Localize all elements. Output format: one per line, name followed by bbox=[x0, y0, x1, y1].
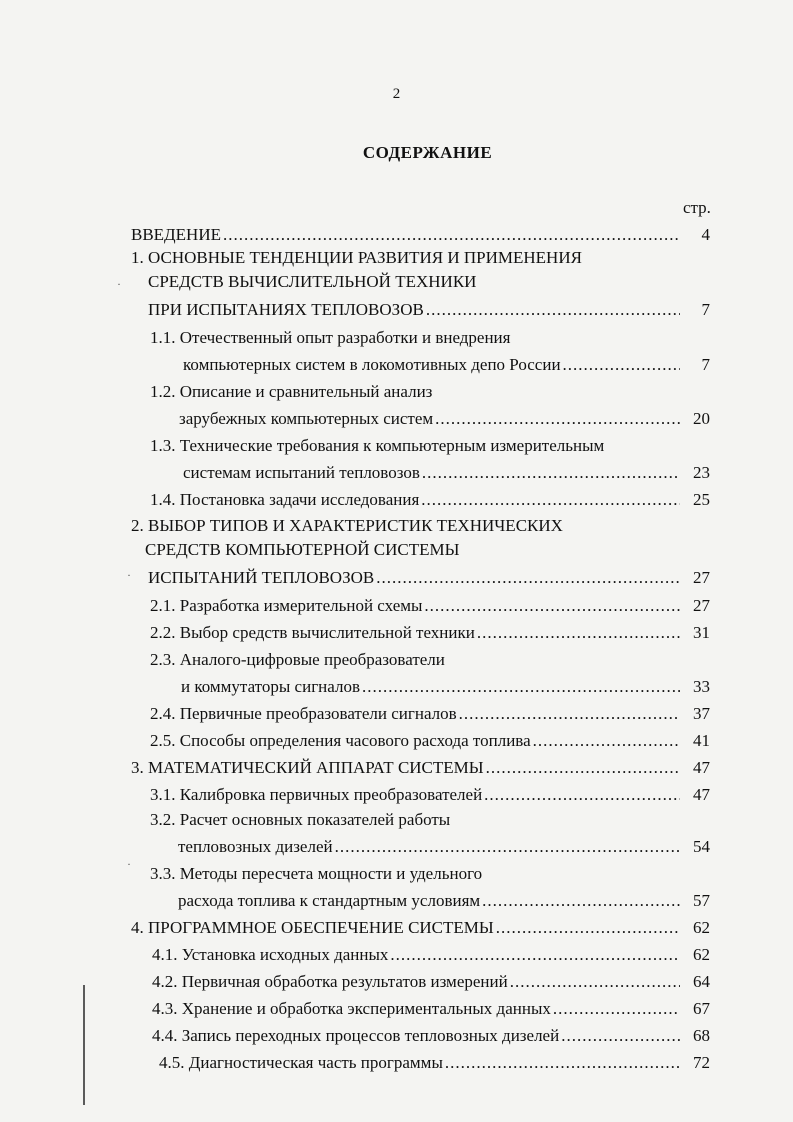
toc-entry bbox=[150, 379, 432, 405]
toc-entry bbox=[148, 269, 476, 295]
dot-leader bbox=[362, 674, 680, 700]
toc-entry bbox=[178, 888, 710, 914]
toc-entry-page: 54 bbox=[693, 837, 710, 856]
toc-entry-text: зарубежных компьютерных систем bbox=[179, 409, 434, 428]
toc-entry bbox=[150, 701, 710, 727]
page-number: 2 bbox=[392, 86, 401, 102]
toc-entry-page: 25 bbox=[693, 490, 710, 509]
dot-leader bbox=[486, 755, 680, 781]
dot-leader bbox=[376, 565, 680, 591]
toc-entry-text: 1. ОСНОВНЫЕ ТЕНДЕНЦИИ РАЗВИТИЯ И ПРИМЕНЕНИЯ bbox=[131, 248, 582, 267]
toc-entry-page: 41 bbox=[693, 731, 710, 750]
dot-leader bbox=[496, 915, 680, 941]
toc-entry-page: 23 bbox=[693, 463, 710, 482]
toc-entry-text: 2.2. Выбор средств вычислительной техники bbox=[150, 623, 475, 642]
toc-entry-page: 72 bbox=[693, 1053, 710, 1072]
toc-entry-page: 47 bbox=[693, 758, 710, 777]
dot-leader bbox=[426, 297, 680, 323]
toc-entry bbox=[152, 1023, 710, 1049]
toc-entry-text: 1.2. Описание и сравнительный анализ bbox=[150, 382, 433, 401]
toc-entry bbox=[150, 325, 510, 351]
toc-entry-text: системам испытаний тепловозов bbox=[183, 463, 420, 482]
toc-entry bbox=[145, 537, 459, 563]
toc-entry-text: 2.1. Разработка измерительной схемы bbox=[150, 596, 423, 615]
toc-entry-page: 47 bbox=[693, 785, 710, 804]
toc-entry-text: ИСПЫТАНИЙ ТЕПЛОВОЗОВ bbox=[148, 568, 375, 587]
page-column-label: стр. bbox=[683, 198, 711, 217]
toc-entry bbox=[150, 782, 710, 808]
dot-leader bbox=[390, 942, 680, 968]
toc-entry-text: ПРИ ИСПЫТАНИЯХ ТЕПЛОВОЗОВ bbox=[148, 300, 424, 319]
toc-entry-text: 1.4. Постановка задачи исследования bbox=[150, 490, 420, 509]
toc-entry-text: и коммутаторы сигналов bbox=[181, 677, 360, 696]
dot-leader bbox=[421, 487, 680, 513]
toc-entry-page: 4 bbox=[701, 225, 710, 244]
toc-entry bbox=[150, 620, 710, 646]
toc-entry-text: СРЕДСТВ КОМПЬЮТЕРНОЙ СИСТЕМЫ bbox=[145, 540, 460, 559]
dot-leader bbox=[533, 728, 680, 754]
toc-entry-page: 27 bbox=[693, 568, 710, 587]
dot-leader bbox=[561, 1023, 680, 1049]
toc-entry-page: 33 bbox=[693, 677, 710, 696]
toc-entry bbox=[150, 647, 445, 673]
dot-leader bbox=[445, 1050, 680, 1076]
toc-entry-page: 27 bbox=[693, 596, 710, 615]
toc-entry bbox=[131, 513, 563, 539]
toc-entry-page: 37 bbox=[693, 704, 710, 723]
toc-entry-page: 62 bbox=[693, 945, 710, 964]
toc-entry-text: 4.4. Запись переходных процессов тепловозных дизелей bbox=[152, 1026, 560, 1045]
toc-entry bbox=[159, 1050, 710, 1076]
toc-entry-page: 7 bbox=[701, 300, 710, 319]
scan-speck: · bbox=[127, 857, 131, 871]
toc-entry bbox=[179, 406, 710, 432]
toc-entry-text: 4.5. Диагностическая часть программы bbox=[159, 1053, 443, 1072]
toc-entry-text: 3.1. Калибровка первичных преобразователей bbox=[150, 785, 483, 804]
toc-entry-text: 3.3. Методы пересчета мощности и удельного bbox=[150, 864, 483, 883]
toc-entry-page: 20 bbox=[693, 409, 710, 428]
scan-speck: · bbox=[117, 277, 121, 291]
toc-entry-text: компьютерных систем в локомотивных депо России bbox=[183, 355, 561, 374]
toc-entry bbox=[150, 728, 710, 754]
dot-leader bbox=[477, 620, 680, 646]
toc-entry bbox=[150, 487, 710, 513]
scan-speck: · bbox=[127, 568, 131, 582]
toc-entry-text: 3.2. Расчет основных показателей работы bbox=[150, 810, 451, 829]
toc-entry-page: 7 bbox=[701, 355, 710, 374]
toc-entry bbox=[152, 942, 710, 968]
dot-leader bbox=[424, 593, 680, 619]
toc-entry bbox=[181, 674, 710, 700]
toc-entry bbox=[183, 352, 710, 378]
margin-mark bbox=[83, 985, 85, 1105]
toc-entry bbox=[152, 996, 710, 1022]
toc-entry bbox=[148, 297, 710, 323]
toc-entry-text: расхода топлива к стандартным условиям bbox=[178, 891, 481, 910]
toc-entry-text: тепловозных дизелей bbox=[178, 837, 333, 856]
toc-entry-text: ВВЕДЕНИЕ bbox=[131, 225, 221, 244]
toc-entry-text: 4. ПРОГРАММНОЕ ОБЕСПЕЧЕНИЕ СИСТЕМЫ bbox=[131, 918, 494, 937]
dot-leader bbox=[484, 782, 680, 808]
toc-entry-text: 4.1. Установка исходных данных bbox=[152, 945, 389, 964]
toc-entry-text: 2. ВЫБОР ТИПОВ И ХАРАКТЕРИСТИК ТЕХНИЧЕСКИХ bbox=[131, 516, 563, 535]
toc-entry-page: 31 bbox=[693, 623, 710, 642]
dot-leader bbox=[553, 996, 680, 1022]
toc-entry-page: 57 bbox=[693, 891, 710, 910]
toc-entry-text: 4.3. Хранение и обработка экспериментальных данных bbox=[152, 999, 551, 1018]
toc-entry-text: 3. МАТЕМАТИЧЕСКИЙ АППАРАТ СИСТЕМЫ bbox=[131, 758, 484, 777]
toc-entry bbox=[152, 969, 710, 995]
toc-entry bbox=[131, 245, 582, 271]
toc-entry bbox=[178, 834, 710, 860]
toc-entry bbox=[150, 807, 450, 833]
toc-entry bbox=[183, 460, 710, 486]
toc-entry bbox=[131, 915, 710, 941]
toc-entry-text: СРЕДСТВ ВЫЧИСЛИТЕЛЬНОЙ ТЕХНИКИ bbox=[148, 272, 477, 291]
toc-entry-page: 67 bbox=[693, 999, 710, 1018]
toc-entry-page: 68 bbox=[693, 1026, 710, 1045]
toc-entry-text: 1.3. Технические требования к компьютерным измерительным bbox=[150, 436, 605, 455]
dot-leader bbox=[435, 406, 680, 432]
dot-leader bbox=[335, 834, 680, 860]
toc-entry bbox=[150, 433, 604, 459]
dot-leader bbox=[563, 352, 680, 378]
toc-entry-text: 4.2. Первичная обработка результатов измерений bbox=[152, 972, 508, 991]
dot-leader bbox=[510, 969, 680, 995]
dot-leader bbox=[422, 460, 680, 486]
toc-entry bbox=[131, 755, 710, 781]
toc-title: СОДЕРЖАНИЕ bbox=[362, 143, 493, 162]
toc-entry-text: 2.3. Аналого-цифровые преобразователи bbox=[150, 650, 445, 669]
toc-entry bbox=[150, 861, 482, 887]
dot-leader bbox=[459, 701, 680, 727]
toc-entry bbox=[150, 593, 710, 619]
toc-entry bbox=[148, 565, 710, 591]
toc-entry-text: 2.5. Способы определения часового расхода топлива bbox=[150, 731, 531, 750]
toc-entry-page: 62 bbox=[693, 918, 710, 937]
dot-leader bbox=[482, 888, 680, 914]
toc-entry-text: 1.1. Отечественный опыт разработки и внедрения bbox=[150, 328, 511, 347]
toc-entry-page: 64 bbox=[693, 972, 710, 991]
toc-entry-text: 2.4. Первичные преобразователи сигналов bbox=[150, 704, 457, 723]
